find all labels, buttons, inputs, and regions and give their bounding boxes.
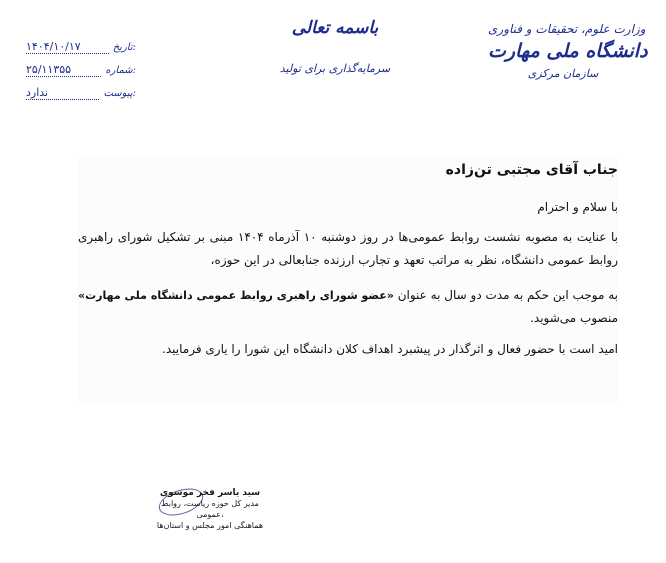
number-row (26, 63, 136, 80)
number-value: ۲۵/۱۱۳۵۵ (26, 63, 101, 77)
greeting-line: با سلام و احترام (537, 200, 618, 214)
paragraph-1: با عنایت به مصوبه نشست روابط عمومی‌ها در روز دوشنبه ۱۰ آذرماه ۱۴۰۴ مبنی بر تشکیل شورای راهبری روابط عمومی دانشگاه، نظر به مراتب تعهد و تجارب ارزنده جنابعالی در این حوزه، (78, 230, 618, 267)
paragraph-2-prefix: به موجب این حکم به مدت دو سال به عنوان (397, 288, 618, 302)
attachment-label: پیوست: (103, 88, 136, 99)
organization-name: سازمان مرکزی (527, 67, 599, 80)
paragraph-2 (78, 284, 618, 330)
signatory-name: سید یاسر فخر موسوی (159, 488, 261, 498)
date-label: تاریخ: (112, 42, 136, 53)
letter-meta (26, 40, 136, 109)
date-row (26, 40, 136, 57)
university-name: دانشگاه ملی مهارت (488, 40, 648, 62)
ministry-name: وزارت علوم، تحقیقات و فناوری (488, 22, 646, 36)
attachment-value: ندارد (26, 86, 99, 100)
bismillah-heading: باسمه تعالی (291, 18, 379, 38)
paragraph-2-suffix: منصوب می‌شوید. (530, 311, 618, 325)
recipient-line: جناب آقای مجتبی تن‌زاده (445, 162, 618, 178)
appointment-title: «عضو شورای راهبری روابط عمومی دانشگاه ملی مهارت» (78, 289, 394, 302)
number-label: شماره: (105, 65, 136, 76)
ministry-logo-block (488, 22, 648, 80)
date-value: ۱۴۰۴/۱۰/۱۷ (26, 40, 109, 54)
year-slogan: سرمایه‌گذاری برای تولید (279, 62, 391, 75)
signatory-title-line-2: هماهنگی امور مجلس و استان‌ها (156, 521, 264, 530)
signatory-title-line-1: مدیر کل حوزه ریاست، روابط عمومی، (161, 499, 259, 519)
attachment-row (26, 86, 136, 103)
letter-body (78, 155, 618, 403)
closing-line: امید است با حضور فعال و اثرگذار در پیشبرد اهداف کلان دانشگاه این شورا را یاری فرمایید. (162, 342, 618, 356)
letter-heading (265, 18, 405, 75)
signature-block (150, 488, 270, 531)
